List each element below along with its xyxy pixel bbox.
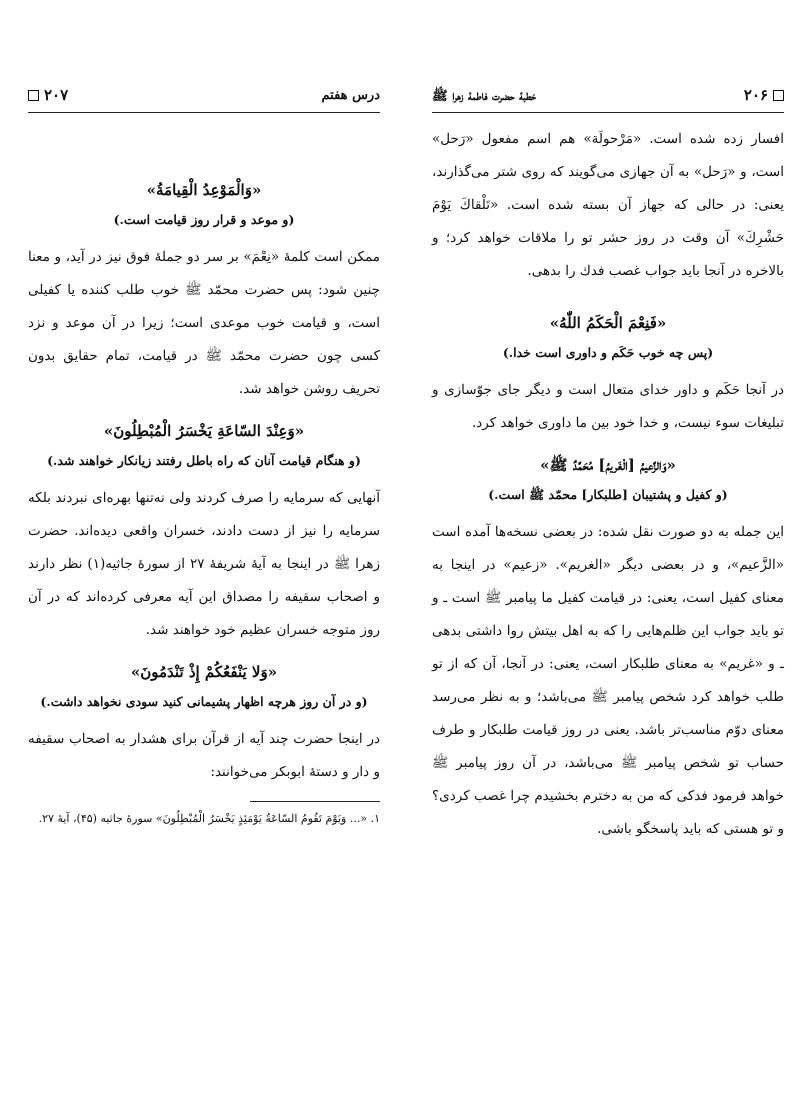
left-translation-3: (و در آن روز هرچه اظهار پشيمانى كنيد سودى نخواهد داشت.) bbox=[40, 694, 368, 709]
left-page-number bbox=[28, 86, 68, 104]
left-page bbox=[28, 78, 380, 830]
right-intro-paragraph: افسار زده شده است. «مَرْحولَة» هم اسم مفعول «رَحل» است، و «رَحل» به آن جهازى مى‌گويند كه روى شتر مى‌گذارند، يعنى: در حالى كه جهاز آن بسته شده است. «تَلْقاكَ يَوْمَ حَشْرِكَ» آن وقت در روز حشر تو را ملاقات خواهد كرد؛ و بالاخره در آنجا بايد جواب غصب فدك را بدهى. bbox=[432, 131, 784, 279]
square-icon bbox=[28, 90, 39, 101]
left-verse-3: «وَلا يَنْفَعُكُمْ إِذْ تَنْدَمُونَ» bbox=[130, 663, 278, 681]
right-page bbox=[432, 78, 784, 846]
right-page-running-title: خطبۀ حضرت فاطمۀ زهرا ﷺ bbox=[432, 89, 536, 104]
footnote-divider bbox=[250, 801, 380, 802]
left-translation-2: (و هنگام قيامت آنان كه راه باطل رفتند زيانكار خواهند شد.) bbox=[47, 453, 361, 468]
right-paragraph-2: اين جمله به دو صورت نقل شده: در بعضى نسخه‌ها آمده است «الزَّعيم»، و در بعضى ديگر «الغريم». «زعيم» در اينجا به معناى كفيل است، يعنى: در قيامت كفيل ما پيامبر ﷺ است ـ و تو بايد جواب اين ظلم‌هايى را كه به اهل بيتش روا داشتى بدهى ـ و «غريم» به معناى طلبكار است، يعنى: در آنجا، آن كه از تو طلب خواهد كرد شخص پيامبر ﷺ مى‌باشد؛ و به نظر مى‌رسد معناى دوّم مناسب‌تر باشد. يعنى در روز قيامت طلبكار و طرف حساب تو شخص پيامبر ﷺ مى‌باشد، در آن روز پيامبر ﷺ خواهد فرمود فدكى كه من به دخترم بخشيدم چرا غصب كردى؟ و تو هستى كه بايد پاسخگو باشى. bbox=[432, 524, 784, 837]
right-page-number bbox=[744, 86, 784, 104]
right-verse-1: «فَنِعْمَ الْحَكَمُ اللّٰهُ» bbox=[549, 314, 667, 332]
right-verse-2: «وَالزَّعيمُ [الْغَريمُ] مُحَمَّدٌ ﷺ» bbox=[540, 456, 676, 474]
right-translation-1: (پس چه خوب حَكَم و داورى است خدا.) bbox=[502, 345, 714, 360]
left-paragraph-2: آنهايى كه سرمايه را صرف كردند ولى نه‌تنها بهره‌اى نبردند بلكه سرمايه را نيز از دست دادند، خسران واقعى ديده‌اند. حضرت زهرا ﷺ در اينجا به آيۀ شريفۀ ۲۷ از سورۀ جاثيه(۱) نظر دارند و اصحاب سقيفه را مصداق اين آيه معرفى كرده‌اند كه در آن روز متوجه خسران عظيم خود خواهند شد. bbox=[28, 490, 380, 638]
right-translation-2: (و كفيل و پشتيبان [طلبكار] محمّد ﷺ است.) bbox=[488, 487, 728, 502]
left-paragraph-3: در اينجا حضرت چند آيه از قرآن براى هشدار به اصحاب سقيفه و دار و دستۀ ابوبكر مى‌خوانند: bbox=[28, 731, 380, 780]
left-page-header bbox=[28, 78, 380, 113]
left-page-running-title: درس هفتم bbox=[321, 88, 380, 103]
left-footnote: ۱. «... وَيَوْمَ تَقُومُ السّاعَةُ يَوْمَئِذٍ يَخْسَرُ الْمُبْطِلُونَ» سورۀ جاثيه (۴۵)، آيۀ ۲۷. bbox=[38, 812, 380, 825]
right-paragraph-1: در آنجا حَكَم و داور خداى متعال است و ديگر جاى جوّسازى و تبليغات سوء نيست، و خدا خود بين ما داورى خواهد كرد. bbox=[432, 382, 784, 431]
left-verse-1: «وَالْمَوْعِدُ الْقِيامَةُ» bbox=[146, 181, 262, 199]
left-verse-2: «وَعِنْدَ السّاعَةِ يَخْسَرُ الْمُبْطِلُونَ» bbox=[103, 422, 305, 440]
right-page-number-text: ۲۰۶ bbox=[743, 86, 768, 104]
left-translation-1: (و موعد و قرار روز قيامت است.) bbox=[113, 212, 295, 227]
left-page-number-text: ۲۰۷ bbox=[44, 86, 69, 104]
left-paragraph-1: ممكن است كلمۀ «نِعْمَ» بر سر دو جملۀ فوق نيز در آيد، و معنا چنين شود: پس حضرت محمّد ﷺ خوب طلب كننده يا كفيلى است، و قيامت خوب موعدى است؛ زيرا در آن موعد و نزد كسى چون حضرت محمّد ﷺ در قيامت، تمام حقايق بدون تحريف روشن خواهد شد. bbox=[28, 249, 380, 397]
right-page-header bbox=[432, 78, 784, 113]
square-icon bbox=[773, 90, 784, 101]
